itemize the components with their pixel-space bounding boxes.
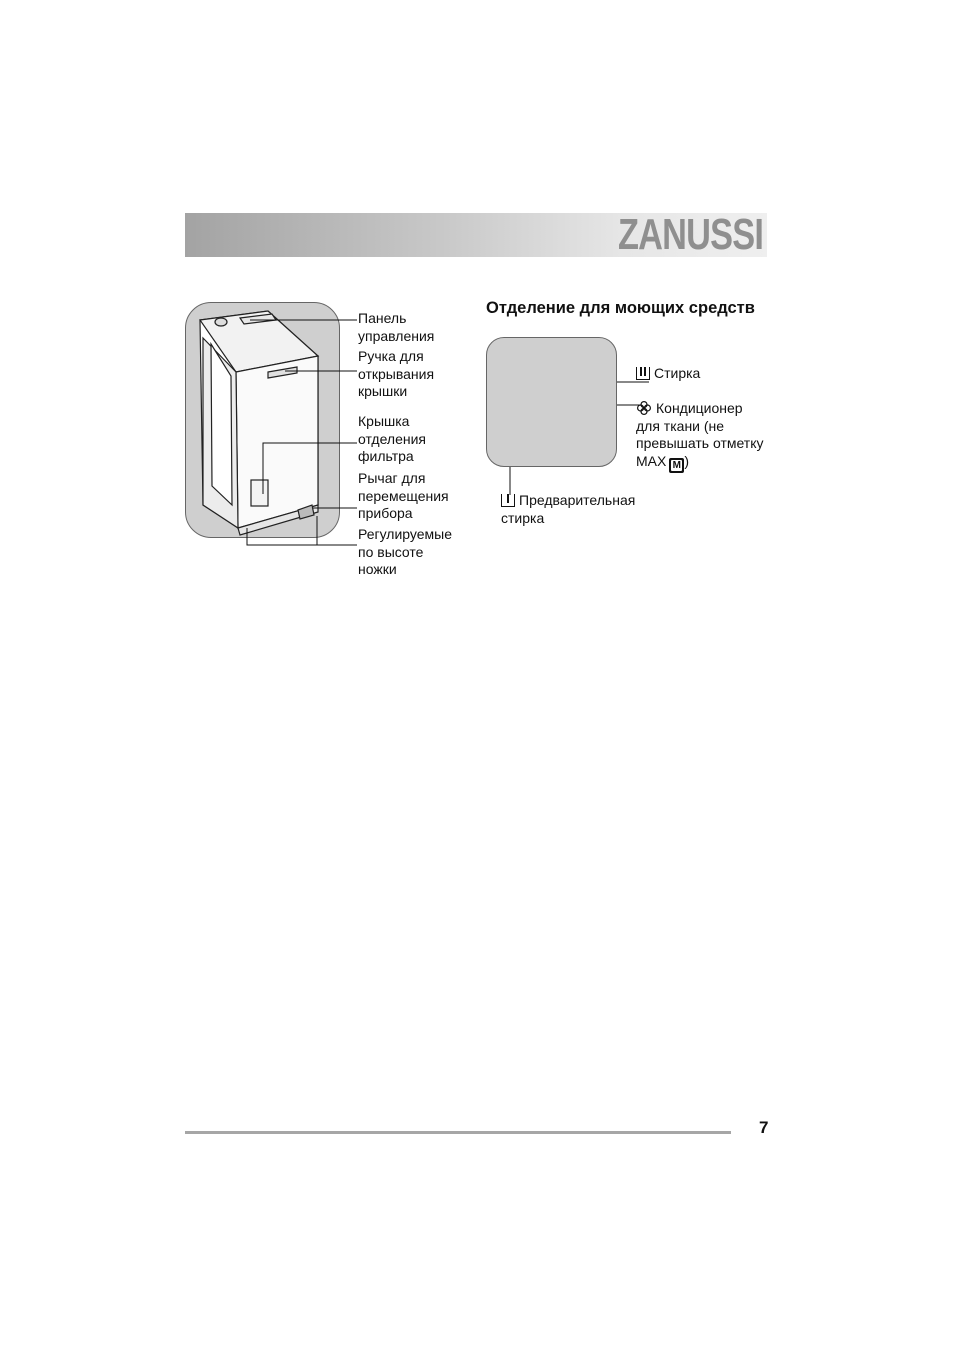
prewash-icon xyxy=(501,494,515,507)
label-prewash: Предварительная стирка xyxy=(501,492,636,526)
label-adjustable-feet: Регулируемые по высоте ножки xyxy=(358,526,453,577)
dispenser-illustration xyxy=(486,337,617,467)
softener-flower-icon xyxy=(636,401,652,415)
main-wash-icon xyxy=(636,367,650,380)
footer-rule xyxy=(185,1131,731,1134)
max-mark-icon: M xyxy=(669,458,684,473)
section-title: Отделение для моющих средств xyxy=(486,299,755,317)
page-number: 7 xyxy=(759,1118,769,1137)
label-control-panel: Панель управления xyxy=(358,310,435,344)
label-wash: Стирка xyxy=(636,365,700,383)
label-softener: Кондиционер для ткани (не превышать отметку MAX M ) xyxy=(636,400,764,471)
label-filter-cover: Крышка отделения фильтра xyxy=(358,413,427,464)
brand-logo: ZANUSSI xyxy=(617,210,763,259)
label-lid-handle: Ручка для открывания крышки xyxy=(358,348,435,399)
label-transport-lever: Рычаг для перемещения прибора xyxy=(358,470,449,521)
